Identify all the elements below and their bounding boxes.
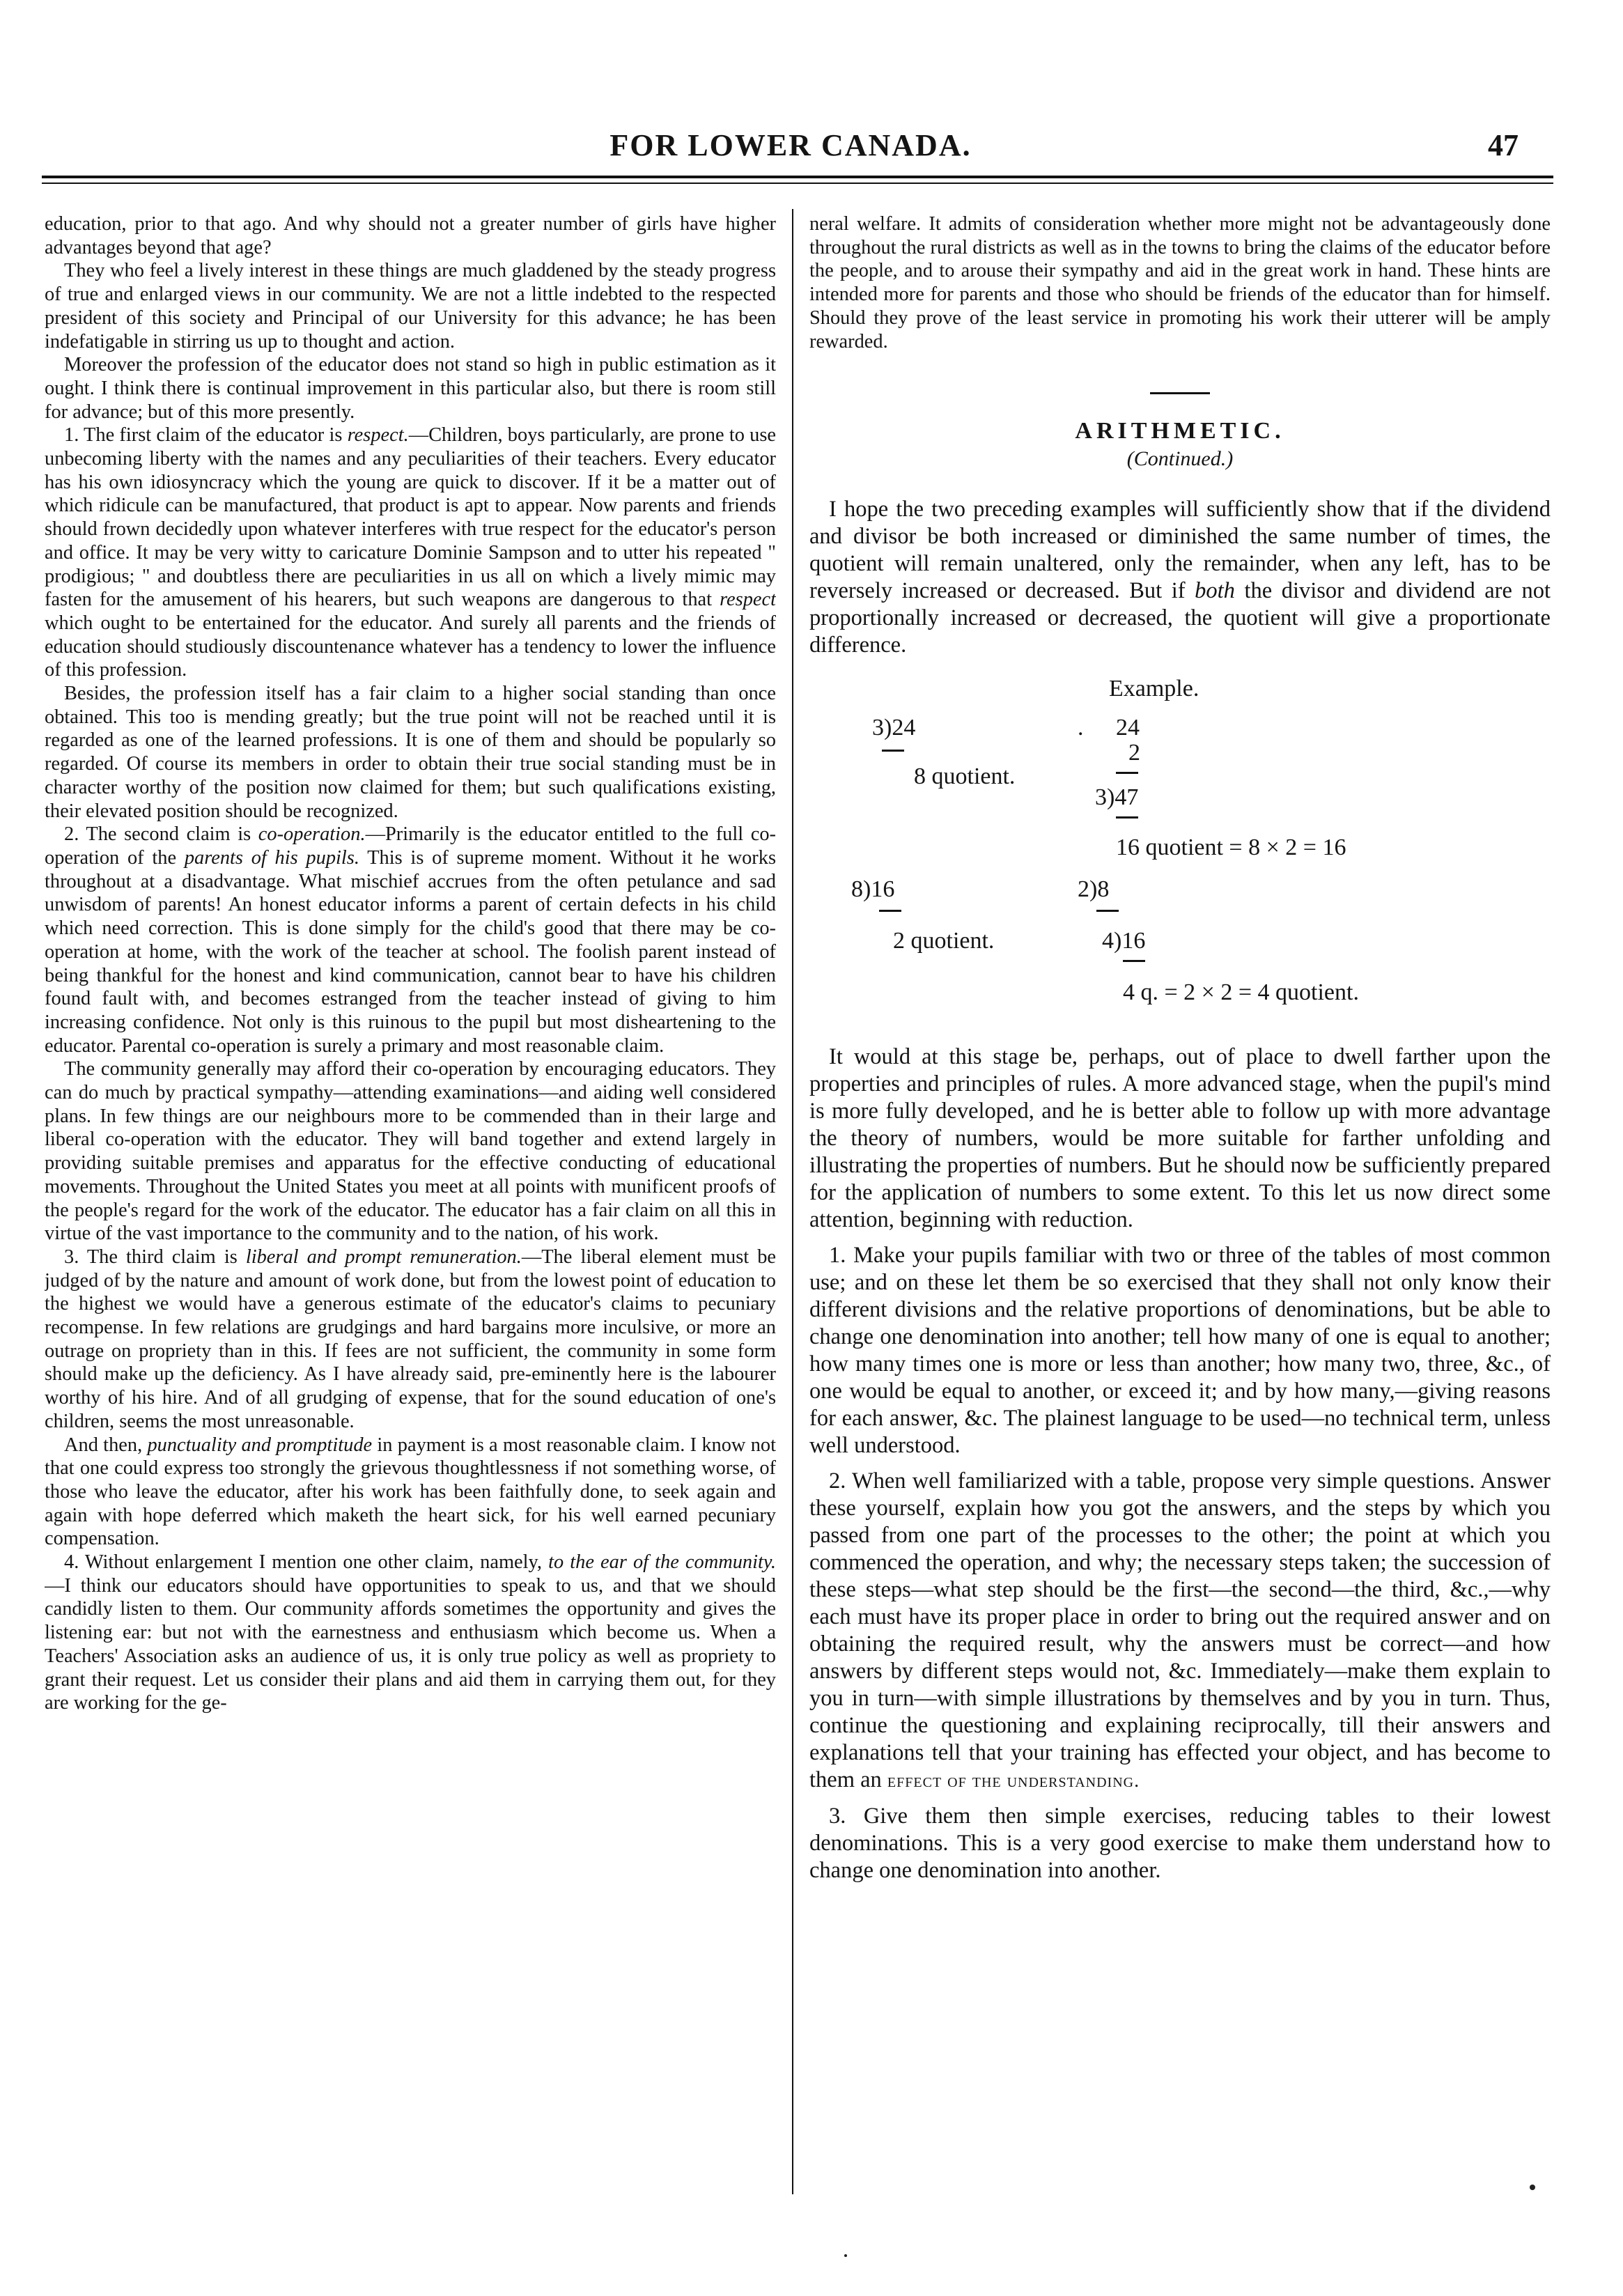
text: which ought to be entertained for the educator. And surely all parents and the friends of education should studiously discountenance whatever has a tendency to lower the influence of this profession. bbox=[45, 612, 776, 681]
division-bar bbox=[879, 910, 901, 912]
example-quotient: 4 q. = 2 × 2 = 4 quotient. bbox=[1123, 979, 1359, 1005]
paragraph-claim-cooperation bbox=[45, 823, 776, 1057]
left-column bbox=[45, 212, 776, 2198]
text: in payment is a most reasonable claim. I know not that one could express too strongly the grievous thoughtlessness if not something worse, of those who leave the educator, after his work has been faithfully done, to seek again and again with hope deferred which maketh the heart sick, for his well earned pecuniary compensation. bbox=[45, 1434, 776, 1550]
text: This is of supreme moment. Without it he works throughout at a disadvantage. What mischief accrues from the often petulance and sad unwisdom of parents! An honest educator informs a parent of certain defects in his child which need correction. This is done simply for the child's good that there may be co-operation at home, with the work of the teacher at school. The foolish parent instead of being thankful for the honest and kind communication, cannot bear to have his children found fault with, and becomes estranged from the teacher instead of giving to him increasing confidence. Not only is this ruinous to the pupil but most disheartening to the educator. Parental co-operation is surely a primary and most reasonable claim. bbox=[45, 846, 776, 1057]
text: —Primarily is the educator entitled to the full co-operation of the bbox=[45, 823, 776, 869]
emphasis: punctuality and promptitude bbox=[147, 1434, 373, 1456]
example-label: Example. bbox=[1109, 675, 1199, 701]
emphasis: both bbox=[1195, 577, 1235, 603]
section-rule bbox=[1150, 392, 1210, 394]
emphasis: parents of his pupils. bbox=[184, 846, 359, 869]
emphasis: to the ear of the community. bbox=[548, 1551, 776, 1574]
text: the divisor and dividend are not proportionally increased or decreased, the quotient will give a proportionate difference. bbox=[809, 577, 1551, 658]
division-bar bbox=[882, 750, 904, 752]
text: 2. The second claim is bbox=[64, 823, 258, 846]
emphasis: co-operation. bbox=[258, 823, 366, 846]
division-bar bbox=[1116, 772, 1138, 774]
paragraph bbox=[45, 1434, 776, 1551]
column-divider bbox=[792, 209, 793, 2194]
text: —I think our educators should have opportunities to speak to us, and that we should candidly listen to them. Our community affords sometimes the opportunity and gives the listening ear: but not with the earnestness and enthusiasm which become us. When a Teachers' Association asks an audience of us, it is only true policy as well as propriety to grant their request. Let us consider their plans and aid them in carrying them out, for they are working for the ge- bbox=[45, 1574, 776, 1714]
paragraph: Besides, the profession itself has a fair claim to a higher social standing than once obtained. This too is mending greatly; but the true point will not be reached until it is regarded as one of the learned professions. It is one of them and should be popularly so regarded. Of course its members in order to obtain their true social standing must be in character worthy of the position now claimed for them; but such qualifications existing, their elevated position should be recognized. bbox=[45, 683, 776, 822]
paragraph: 3. Give them then simple exercises, reducing tables to their lowest denominations. This is a very good exercise to make them understand how to change one denomination into another. bbox=[809, 1803, 1551, 1883]
division-bar bbox=[1123, 960, 1145, 962]
emphasis: respect bbox=[720, 589, 776, 611]
text: 4. Without enlargement I mention one other claim, namely, bbox=[64, 1551, 549, 1574]
right-column bbox=[809, 212, 1551, 2198]
paragraph: Moreover the profession of the educator does not stand so high in public estimation as it ought. I think there is continual improvement in this particular also, but there is room still for advance; but of this more presently. bbox=[45, 354, 776, 423]
example-quotient: 8 quotient. bbox=[914, 763, 1016, 789]
example-multiplier: 2 bbox=[1128, 739, 1140, 766]
paragraph-claim-respect bbox=[45, 424, 776, 682]
paragraph: neral welfare. It admits of consideration whether more might not be advantageously done throughout the rural districts as well as in the towns to bring the claims of the educator before the people, and to arouse their sympathy and aid in the great work in hand. These hints are intended more for parents and those who should be friends of the educator than for himself. Should they prove of the least service in promoting his work their utterer will be amply rewarded. bbox=[809, 213, 1551, 352]
example-division: 3)24 bbox=[872, 714, 916, 740]
emphasis: liberal and prompt remuneration. bbox=[245, 1246, 522, 1268]
arithmetic-example bbox=[809, 659, 1551, 1035]
page-mark bbox=[1530, 2185, 1535, 2190]
paragraph bbox=[809, 1468, 1551, 1794]
example-division: 2)8 bbox=[1078, 876, 1110, 902]
page-number: 47 bbox=[1488, 128, 1519, 162]
paragraph bbox=[809, 496, 1551, 659]
header-rule-thin bbox=[42, 183, 1553, 184]
example-quotient: 16 quotient = 8 × 2 = 16 bbox=[1116, 834, 1346, 860]
page-mark bbox=[844, 2254, 847, 2257]
running-head: FOR LOWER CANADA. bbox=[609, 128, 972, 162]
example-division: 4)16 bbox=[1102, 927, 1146, 954]
paragraph: 1. Make your pupils familiar with two or three of the tables of most common use; and on these let them be so exercised that they shall not only know their different divisions and the relative proportions of denominations, but be able to change one denomination into another; tell how many of one is equal to another; how many times one is more or less than another; how many two, three, &c., of one would be equal to another, or exceed it; and by how many,—giving reasons for each answer, &c. The plainest language to be used—no technical term, unless well understood. bbox=[809, 1242, 1551, 1458]
paragraph: education, prior to that ago. And why should not a greater number of girls have higher advantages beyond that age? bbox=[45, 213, 776, 258]
example-division: 8)16 bbox=[851, 876, 895, 902]
text: 1. The first claim of the educator is bbox=[64, 424, 348, 447]
text: —The liberal element must be judged of by the nature and amount of work done, but from the lowest point of education to the highest we would have a generous estimate of the educator's claims to pecuniary recompense. In few relations are grudgings and hard bargains more inculsive, or more an outrage on propriety than in this. If fees are not sufficient, the community in some form should make up the deficiency. As I have already said, pre-eminently here is the labourer worthy of his hire. And of all grudging of expense, that for the sound education of one's children, seems the most unreasonable. bbox=[45, 1246, 776, 1432]
paragraph: It would at this stage be, perhaps, out of place to dwell farther upon the properties and principles of rules. A more advanced stage, when the pupil's mind is more fully developed, and he is better able to follow up with more advantage the theory of numbers, would be more suitable for farther unfolding and illustrating the properties of numbers. But he should now be sufficiently prepared for the application of numbers to some extent. To this let us now direct some attention, beginning with reduction. bbox=[809, 1044, 1551, 1232]
example-dividend: 24 bbox=[1116, 714, 1140, 740]
section-subtitle: (Continued.) bbox=[1126, 447, 1234, 470]
text: And then, bbox=[64, 1434, 148, 1456]
paragraph: The community generally may afford their co-operation by encouraging educators. They can do much by practical sympathy—attending examinations—and aiding well considered plans. In few things are our neighbours more to be commended than in their large and liberal co-operation with the educator. They will band together and extend largely in providing suitable premises and apparatus for the effective conducting of educational movements. Throughout the United States you meet at all points with munificent proofs of the people's regard for the work of the educator. The educator has a fair claim on all this in virtue of the vast importance to the community and to the nation, of his work. bbox=[45, 1058, 776, 1245]
division-bar bbox=[1096, 910, 1119, 912]
text: 2. When well familiarized with a table, propose very simple questions. Answer these yourself, explain how you got the answers, and the steps by which you passed from one part of the processes to the other; the point at which you commenced the operation, and why; the necessary steps taken; the succession of these steps—what step should be the first—the second—the third, &c.,—why each must have its proper place in order to bring out the required answer and on obtaining the required result, why the answers must be correct—and how answers by different steps would not, &c. Immediately—make them explain to you in turn—with simple illustrations by themselves and by you in turn. Thus, continue the questioning and explaining reciprocally, till their answers and explanations tell that your training has effected your object, and has become to them an bbox=[809, 1468, 1551, 1792]
text: —Children, boys particularly, are prone to use unbecoming liberty with the names and any peculiarities of their teachers. Every educator has his own idiosyncracy which the young are quick to discover. If it be a matter out of which ridicule can be manufactured, that product is apt to appear. Now parents and friends should frown decidedly upon whatever interferes with true respect for the educator's person and office. It may be very witty to caricature Dominie Sampson and to utter his repeated " prodigious; " and doubtless there are peculiarities in us all on which a lively mimic may fasten for the amusement of his hearers, but such weapons are dangerous to that bbox=[45, 424, 776, 611]
example-quotient: 2 quotient. bbox=[893, 927, 995, 954]
example-dot: . bbox=[1078, 714, 1084, 740]
division-bar bbox=[1116, 816, 1138, 819]
paragraph-claim-ear bbox=[45, 1551, 776, 1715]
text: I hope the two preceding examples will sufficiently show that if the dividend and divisor be both increased or diminished the same number of times, the quotient will remain unaltered, only the remainder, when any left, has to be reversely increased or decreased. But if bbox=[809, 496, 1551, 603]
text: 3. The third claim is bbox=[64, 1246, 246, 1268]
paragraph: They who feel a lively interest in these things are much gladdened by the steady progress of true and enlarged views in our community. We are not a little indebted to the respected president of this society and Principal of our University for this advance; he has been indefatigable in stirring us up to thought and action. bbox=[45, 260, 776, 352]
page-header bbox=[42, 122, 1539, 171]
emphasis: respect. bbox=[347, 424, 409, 447]
example-division: 3)47 bbox=[1095, 784, 1139, 810]
small-caps-text: effect of the understanding. bbox=[887, 1769, 1140, 1792]
section-title: ARITHMETIC. bbox=[1075, 418, 1285, 444]
header-rule-thick bbox=[42, 176, 1553, 178]
paragraph-claim-remuneration bbox=[45, 1246, 776, 1434]
